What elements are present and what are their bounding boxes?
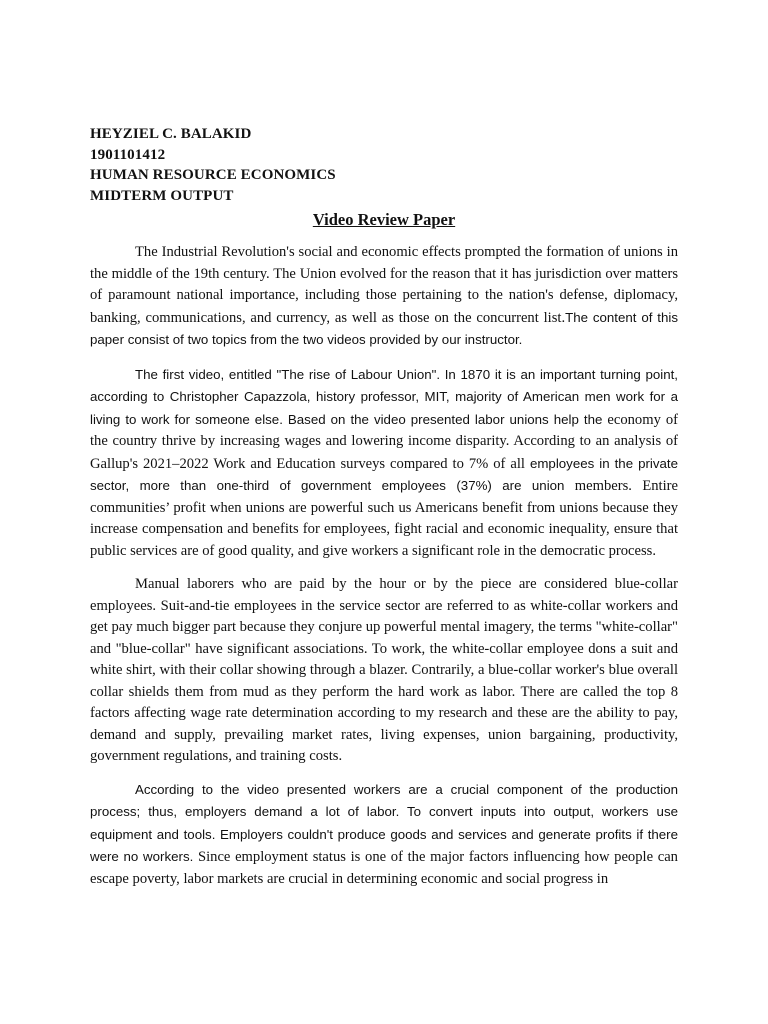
paragraph-1-sans-text: The content of this paper consist of two topics from the two videos provided by our instructor. [90,309,678,347]
paragraph-2 [90,364,678,563]
paragraph-2-sans-text-2: employees in the private sector, more than one-third of government employees (37%) are union [90,455,679,493]
paragraph-3: Manual laborers who are paid by the hour or by the piece are considered blue-collar employees. Suit-and-tie employees in the service sector are referred to as white-collar workers and get pay much bigger part because they conjure up powerful mental imagery, the terms "white-collar" and "blue-collar" have significant associations. To work, the white-collar employee dons a suit and white shirt, with their collar showing through a blazer. Contrarily, a blue-collar worker's blue overall collar shields them from mud as they perform the hard work as labor. There are called the top 8 factors affecting wage rate determination according to my research and these are the ability to pay, demand and supply, prevailing market rates, living expenses, union bargaining, productivity, government regulations, and training costs. [90,576,678,764]
paper-title: Video Review Paper [312,210,456,229]
paragraph-4 [90,779,678,891]
header-block [90,124,678,206]
paragraph-1 [90,242,678,352]
student-id: 1901101412 [90,146,166,163]
author-name: HEYZIEL C. BALAKID [90,126,252,142]
document-page [90,124,678,902]
paragraph-4-serif-text: Since employment status is one of the major factors influencing how people can escape poverty, labor markets are crucial in determining economic and social progress in [90,849,678,887]
paragraph-2-serif-text-2: members. Entire communities’ profit when unions are powerful such us Americans benefit from unions because they increase compensation and benefits for employees, fight racial and economic inequality, ensure that public services are of good quality, and give workers a significant role in the democratic process. [90,478,678,559]
paragraph-4-sans-text: According to the video presented workers are a crucial component of the production process; thus, employers demand a lot of labor. To convert inputs into output, workers use equipment and tools. Employers couldn't produce goods and services and generate profits if there were no workers. [90,781,678,864]
paragraph-2-sans-text: The first video, entitled "The rise of Labour Union". In 1870 it is an important turning point, according to Christopher Capazzola, history professor, MIT, majority of American men work for a living to work for someone else. Based on the video presented labor unions help the [90,366,678,427]
paragraph-1-serif-text: The Industrial Revolution's social and economic effects prompted the formation of unions in the middle of the 19th century. The Union evolved for the reason that it has jurisdiction over matters of paramount national importance, including those pertaining to the nation's defense, diplomacy, banking, communications, and currency, as well as those on the concurrent list. [90,244,678,326]
output-type: MIDTERM OUTPUT [90,187,234,204]
paragraph-2-serif-text: economy of the country thrive by increasing wages and lowering income disparity. According to an analysis of Gallup's 2021–2022 Work and Education surveys compared to 7% of all [90,411,678,472]
course-title: HUMAN RESOURCE ECONOMICS [90,167,336,183]
